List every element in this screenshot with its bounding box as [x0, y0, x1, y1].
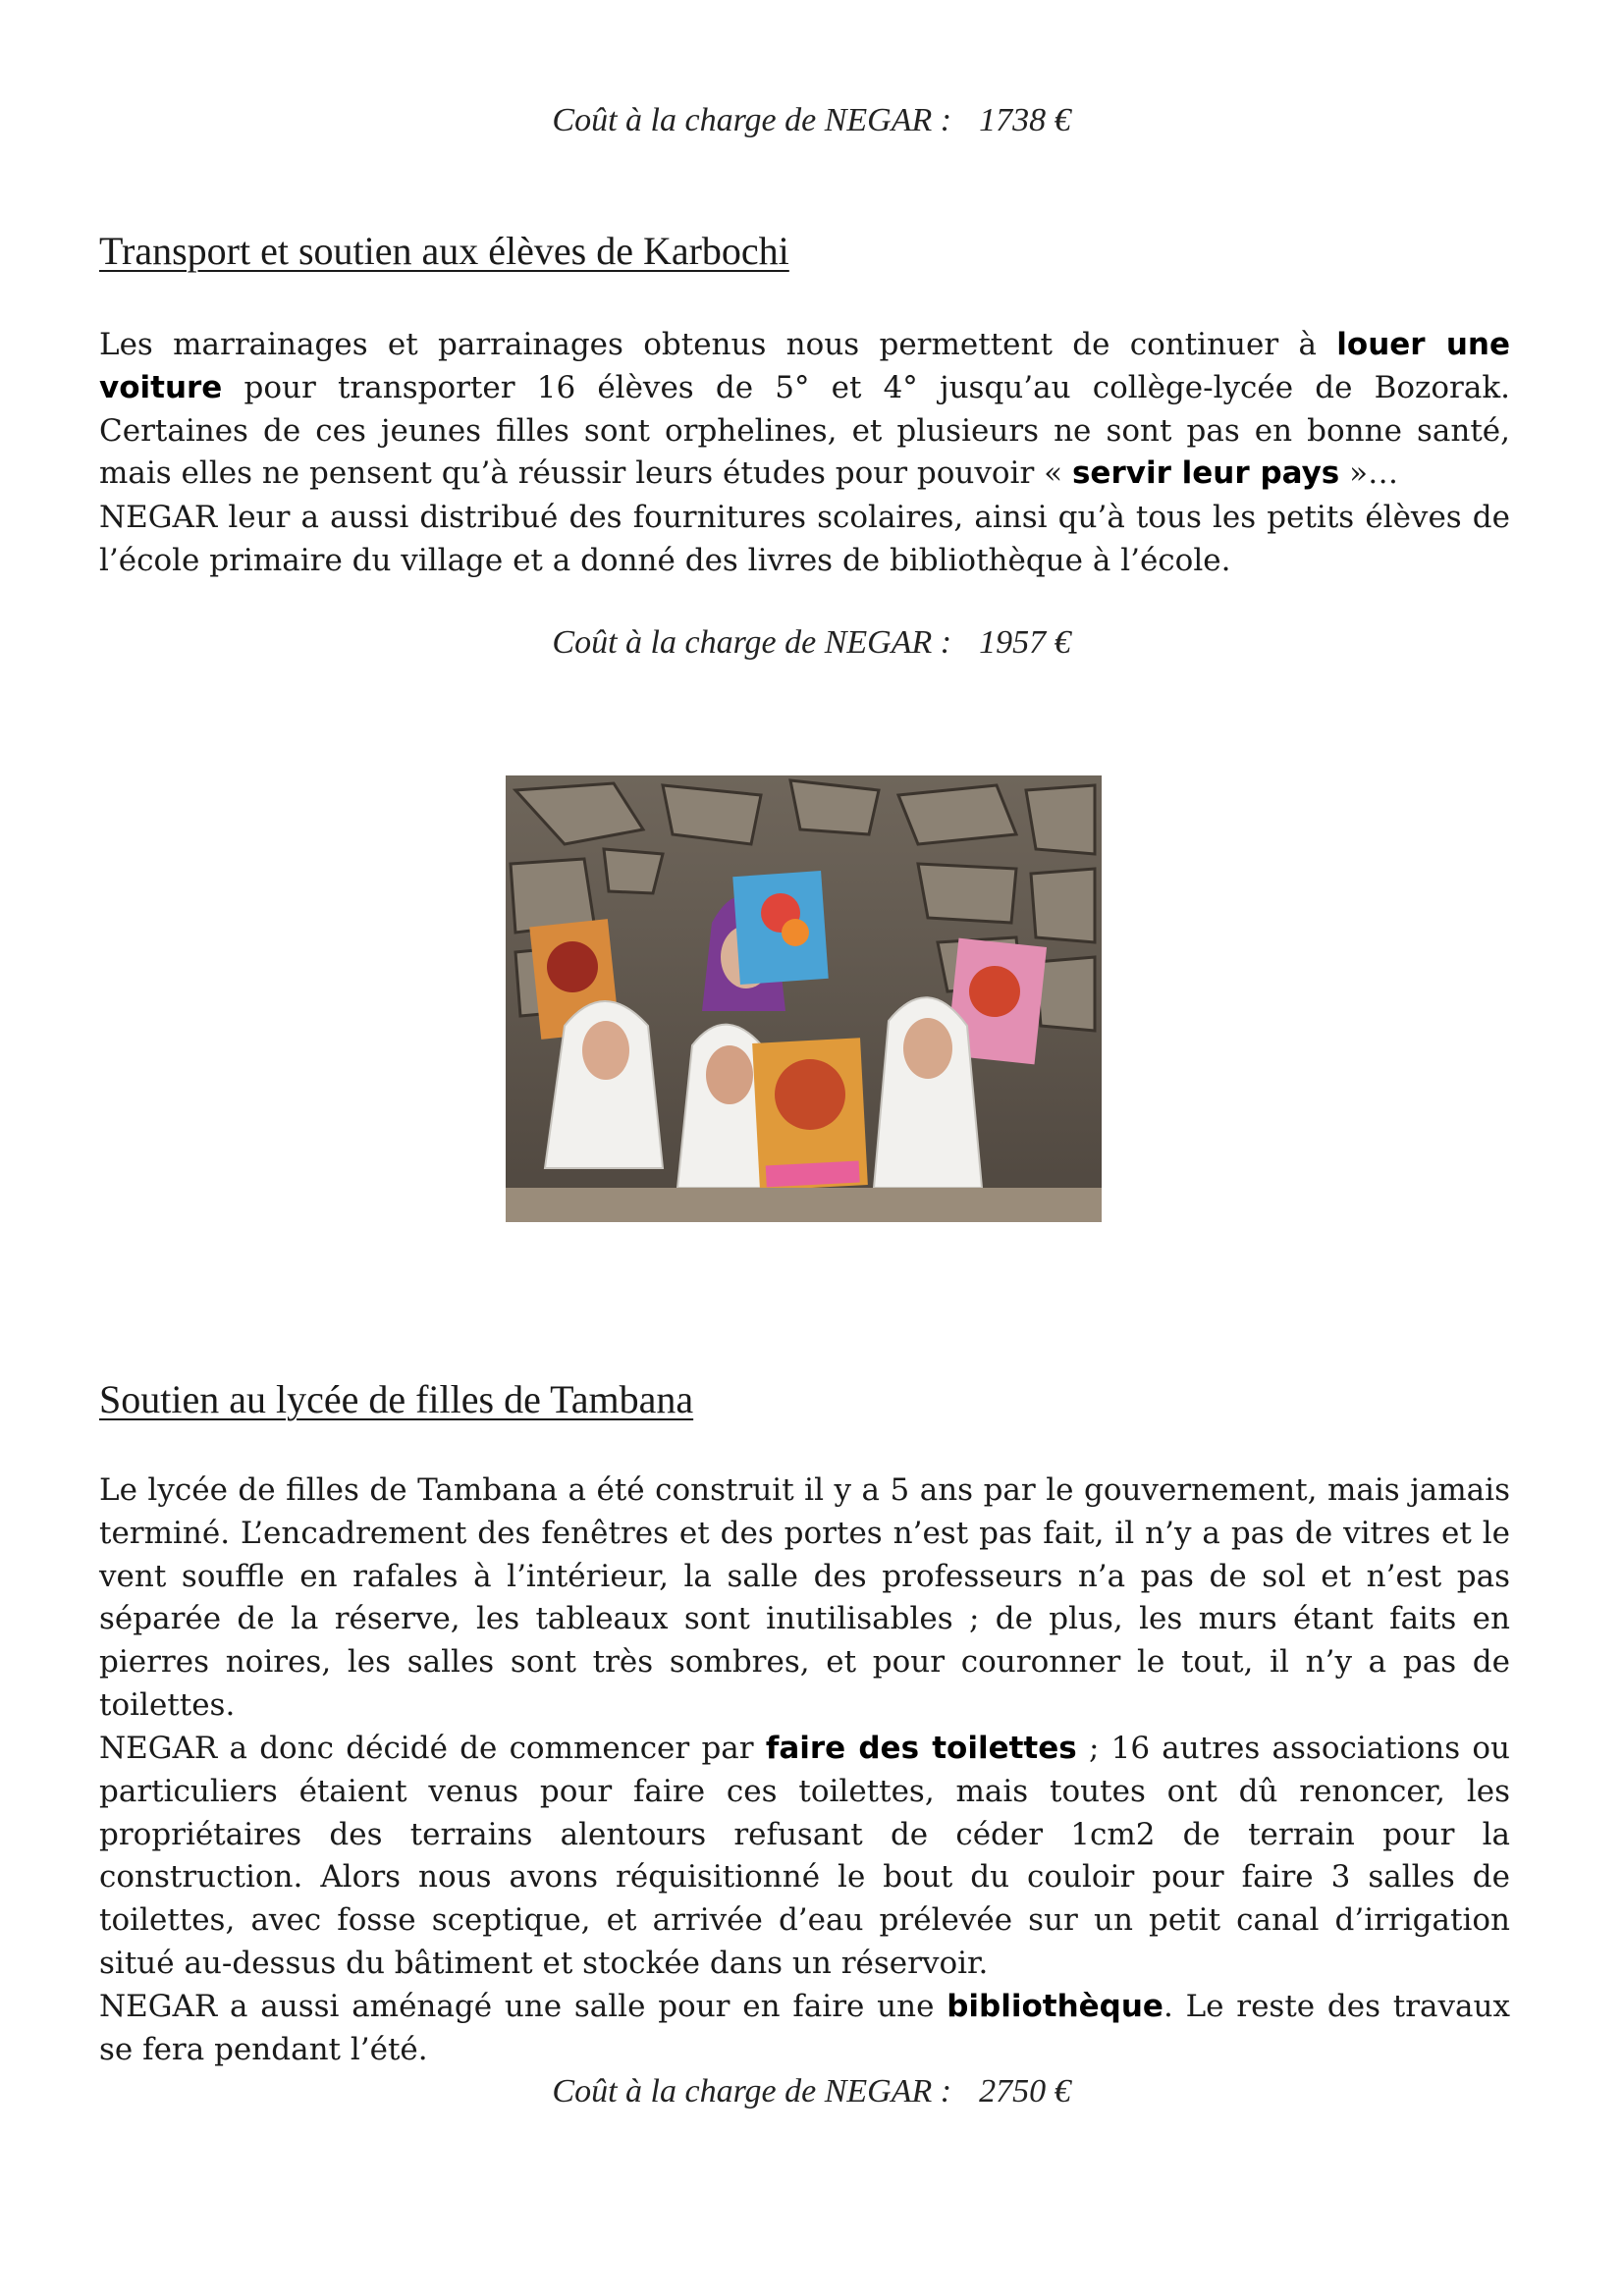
section-heading-tambana: Soutien au lycée de filles de Tambana: [99, 1377, 694, 1421]
text-run: Les marrainages et parrainages obtenus nous permettent de continuer à: [99, 327, 1337, 362]
paragraph-tambana-3: [99, 1986, 1510, 2072]
cost-amount: 1957 €: [979, 624, 1071, 661]
cost-amount: 2750 €: [979, 2073, 1071, 2109]
section-heading-karbochi: Transport et soutien aux élèves de Karbochi: [99, 229, 789, 273]
bold-text: servir leur pays: [1071, 455, 1340, 492]
cost-label: Coût à la charge de NEGAR :: [552, 2073, 952, 2109]
cost-label: Coût à la charge de NEGAR :: [552, 624, 952, 661]
paragraph-karbochi-2: NEGAR leur a aussi distribué des fournitures scolaires, ainsi qu’à tous les petits élèves de l’école primaire du village et a donné des livres de bibliothèque à l’école.: [99, 500, 1510, 578]
cost-label: Coût à la charge de NEGAR :: [552, 102, 952, 138]
photo-schoolgirls-with-cards: [506, 775, 1102, 1222]
cost-line-top: [0, 102, 1623, 139]
cost-line-karbochi: [0, 624, 1623, 662]
cost-line-tambana: [0, 2073, 1623, 2110]
paragraph-tambana-2: [99, 1728, 1510, 1986]
bold-text: bibliothèque: [947, 1989, 1163, 2024]
text-run: NEGAR a donc décidé de commencer par: [99, 1731, 766, 1766]
text-run: NEGAR a aussi aménagé une salle pour en faire une: [99, 1989, 947, 2024]
text-run: »…: [1339, 455, 1399, 492]
text-run: pour transporter 16 élèves de 5° et 4° jusqu’au collège-lycée de Bozorak. Certaines de ces jeunes filles sont orphelines, et plusieurs ne sont pas en bonne santé, mais elles ne pensent qu’à réussir leurs études pour pouvoir «: [99, 369, 1510, 492]
bold-text: louer une voiture: [99, 327, 1510, 405]
cost-amount: 1738 €: [979, 102, 1071, 138]
text-run: . Le reste des travaux se fera pendant l’été.: [99, 1989, 1510, 2067]
text-run: ; 16 autres associations ou particuliers étaient venus pour faire ces toilettes, mais toutes ont dû renoncer, les propriétaires des terrains alentours refusant de céder 1cm2 de terrain pour la construction. Alors nous avons réquisitionné le bout du couloir pour faire 3 salles de toilettes, avec fosse sceptique, et arrivée d’eau prélevée sur un petit canal d’irrigation situé au-dessus du bâtiment et stockée dans un réservoir.: [99, 1731, 1511, 1981]
paragraph-tambana-1: Le lycée de filles de Tambana a été construit il y a 5 ans par le gouvernement, mais jamais terminé. L’encadrement des fenêtres et des portes n’est pas fait, il n’y a pas de vitres et le vent souffle en rafales à l’intérieur, la salle des professeurs n’a pas de sol et n’est pas séparée de la réserve, les tableaux sont inutilisables ; de plus, les murs étant faits en pierres noires, les salles sont très sombres, et pour couronner le tout, il n’y a pas de toilettes.: [99, 1472, 1510, 1723]
paragraph-karbochi-1: [99, 324, 1510, 496]
bold-text: faire des toilettes: [765, 1731, 1077, 1766]
